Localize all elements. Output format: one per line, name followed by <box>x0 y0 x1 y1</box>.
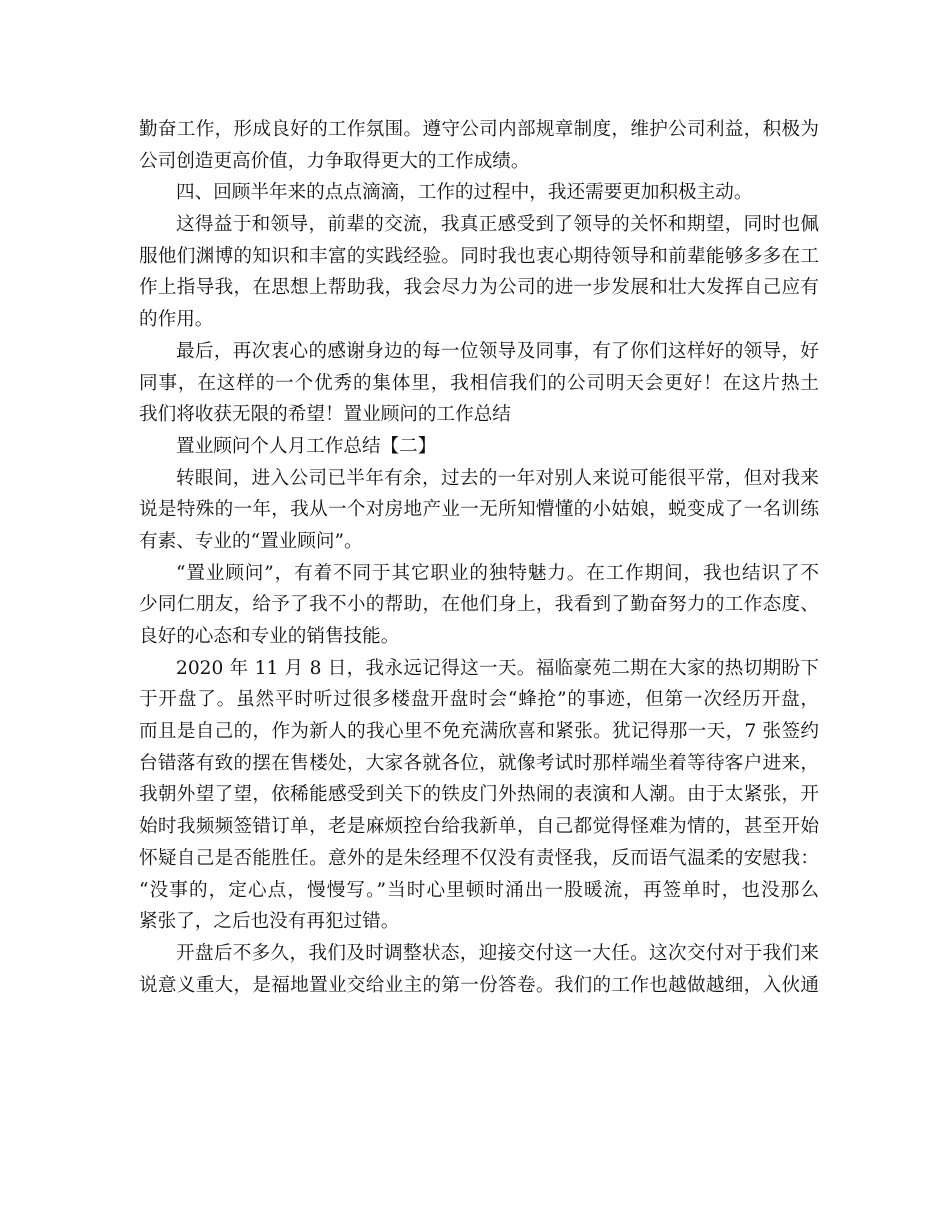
paragraph-line: 公司创造更高价值，力争取得更大的工作成绩。 <box>139 150 530 172</box>
paragraph-first-line: 2020 年 11 月 8 日，我永远记得这一天。福临豪苑二期在大家的热切期盼下 <box>176 657 819 679</box>
paragraph-line: 怀疑自己是否能胜任。意外的是朱经理不仅没有责怪我，反而语气温柔的安慰我： <box>139 847 819 869</box>
paragraph-line: 始时我频频签错订单，老是麻烦控台给我新单，自己都觉得怪难为情的，甚至开始 <box>139 816 819 838</box>
paragraph-line: 作上指导我，在思想上帮助我，我会尽力为公司的进一步发展和壮大发挥自己应有 <box>139 277 819 299</box>
document-body <box>139 114 819 1001</box>
paragraph-line: 说意义重大，是福地置业交给业主的第一份答卷。我们的工作也越做越细，入伙通 <box>139 974 819 996</box>
paragraph-line: 于开盘了。虽然平时听过很多楼盘开盘时会“蜂抢”的事迹，但第一次经历开盘， <box>139 689 819 711</box>
paragraph-line: 我朝外望了望，依稀能感受到关下的铁皮门外热闹的表演和人潮。由于太紧张，开 <box>139 784 819 806</box>
paragraph-line: 勤奋工作，形成良好的工作氛围。遵守公司内部规章制度，维护公司利益，积极为 <box>139 119 819 140</box>
paragraph-first-line: 最后，再次衷心的感谢身边的每一位领导及同事，有了你们这样好的领导，好 <box>176 340 819 362</box>
paragraph-line: 台错落有致的摆在售楼处，大家各就各位，就像考试时那样端坐着等待客户进来， <box>139 752 819 774</box>
paragraph-line: 有素、专业的“置业顾问”。 <box>139 530 363 552</box>
paragraph-line: 我们将收获无限的希望！置业顾问的工作总结 <box>139 404 511 426</box>
paragraph-first-line: 置业顾问个人月工作总结【二】 <box>176 435 437 457</box>
paragraph-line: 良好的心态和专业的销售技能。 <box>139 626 400 647</box>
paragraph-first-line: 四、回顾半年来的点点滴滴，工作的过程中，我还需要更加积极主动。 <box>176 182 753 204</box>
paragraph-line: 说是特殊的一年，我从一个对房地产业一无所知懵懂的小姑娘，蜕变成了一名训练 <box>139 499 819 521</box>
paragraph-line: 少同仁朋友，给予了我不小的帮助，在他们身上，我看到了勤奋努力的工作态度、 <box>139 594 819 616</box>
paragraph-first-line: 开盘后不多久，我们及时调整状态，迎接交付这一大任。这次交付对于我们来 <box>176 942 819 964</box>
paragraph-line: 服他们渊博的知识和丰富的实践经验。同时我也衷心期待领导和前辈能够多多在工 <box>139 245 819 267</box>
paragraph-line: “没事的，定心点，慢慢写。”当时心里顿时涌出一股暖流，再签单时，也没那么 <box>139 879 819 901</box>
paragraph-line: 而且是自己的，作为新人的我心里不免充满欣喜和紧张。犹记得那一天，7 张签约 <box>139 721 819 743</box>
paragraph-first-line: 这得益于和领导，前辈的交流，我真正感受到了领导的关怀和期望，同时也佩 <box>176 214 819 236</box>
paragraph-line: 的作用。 <box>139 309 214 331</box>
paragraph-first-line: “置业顾问”，有着不同于其它职业的独特魅力。在工作期间，我也结识了不 <box>176 562 819 584</box>
paragraph-line: 同事，在这样的一个优秀的集体里，我相信我们的公司明天会更好！在这片热土 <box>139 372 819 394</box>
paragraph-first-line: 转眼间，进入公司已半年有余，过去的一年对别人来说可能很平常，但对我来 <box>176 467 819 489</box>
paragraph-line: 紧张了，之后也没有再犯过错。 <box>139 911 400 933</box>
